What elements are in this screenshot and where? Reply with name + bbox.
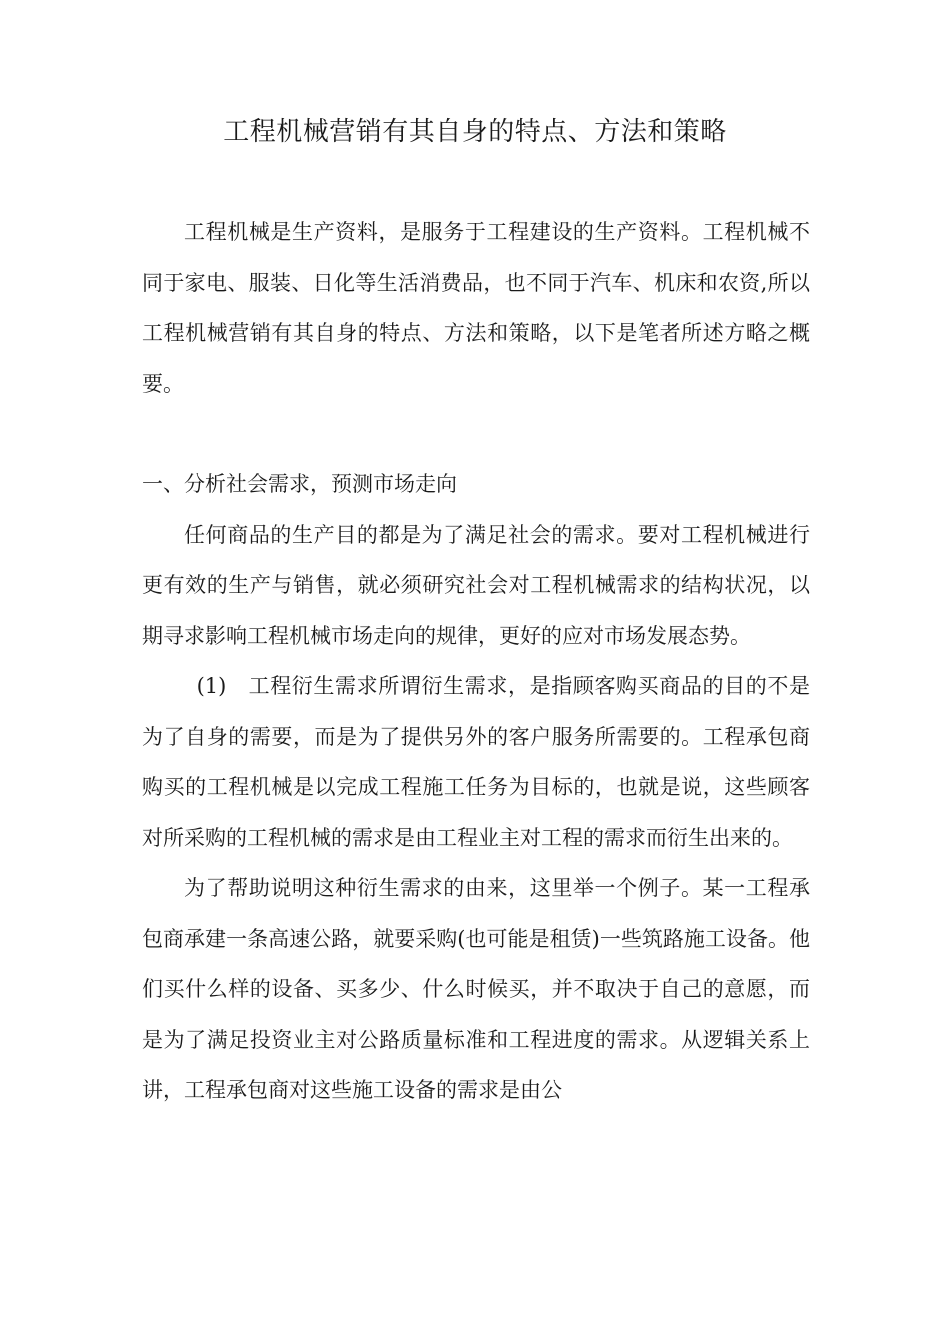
numbered-item-paragraph: (1) 工程衍生需求所谓衍生需求，是指顾客购买商品的目的不是为了自身的需要，而是为了提供另外的客户服务所需要的。工程承包商购买的工程机械是以完成工程施工任务为目标的，也就是说，这些顾客对所采购的工程机械的需求是由工程业主对工程的需求而衍生出来的。 [142, 674, 810, 850]
intro-paragraph: 工程机械是生产资料，是服务于工程建设的生产资料。工程机械不同于家电、服装、日化等生活消费品，也不同于汽车、机床和农资,所以工程机械营销有其自身的特点、方法和策略，以下是笔者所述方略之概要。 [142, 220, 810, 396]
section-paragraph: 任何商品的生产目的都是为了满足社会的需求。要对工程机械进行更有效的生产与销售，就必须研究社会对工程机械需求的结构状况，以期寻求影响工程机械市场走向的规律，更好的应对市场发展态势。 [142, 522, 810, 648]
document-title: 工程机械营销有其自身的特点、方法和策略 [223, 117, 727, 147]
spacer [142, 409, 810, 459]
document-body [142, 207, 810, 1116]
example-paragraph: 为了帮助说明这种衍生需求的由来，这里举一个例子。某一工程承包商承建一条高速公路，就要采购(也可能是租赁)一些筑路施工设备。他们买什么样的设备、买多少、什么时候买，并不取决于自己的意愿，而是为了满足投资业主对公路质量标准和工程进度的需求。从逻辑关系上讲，工程承包商对这些施工设备的需求是由公 [142, 876, 810, 1102]
section-heading: 一、分析社会需求，预测市场走向 [142, 472, 457, 496]
